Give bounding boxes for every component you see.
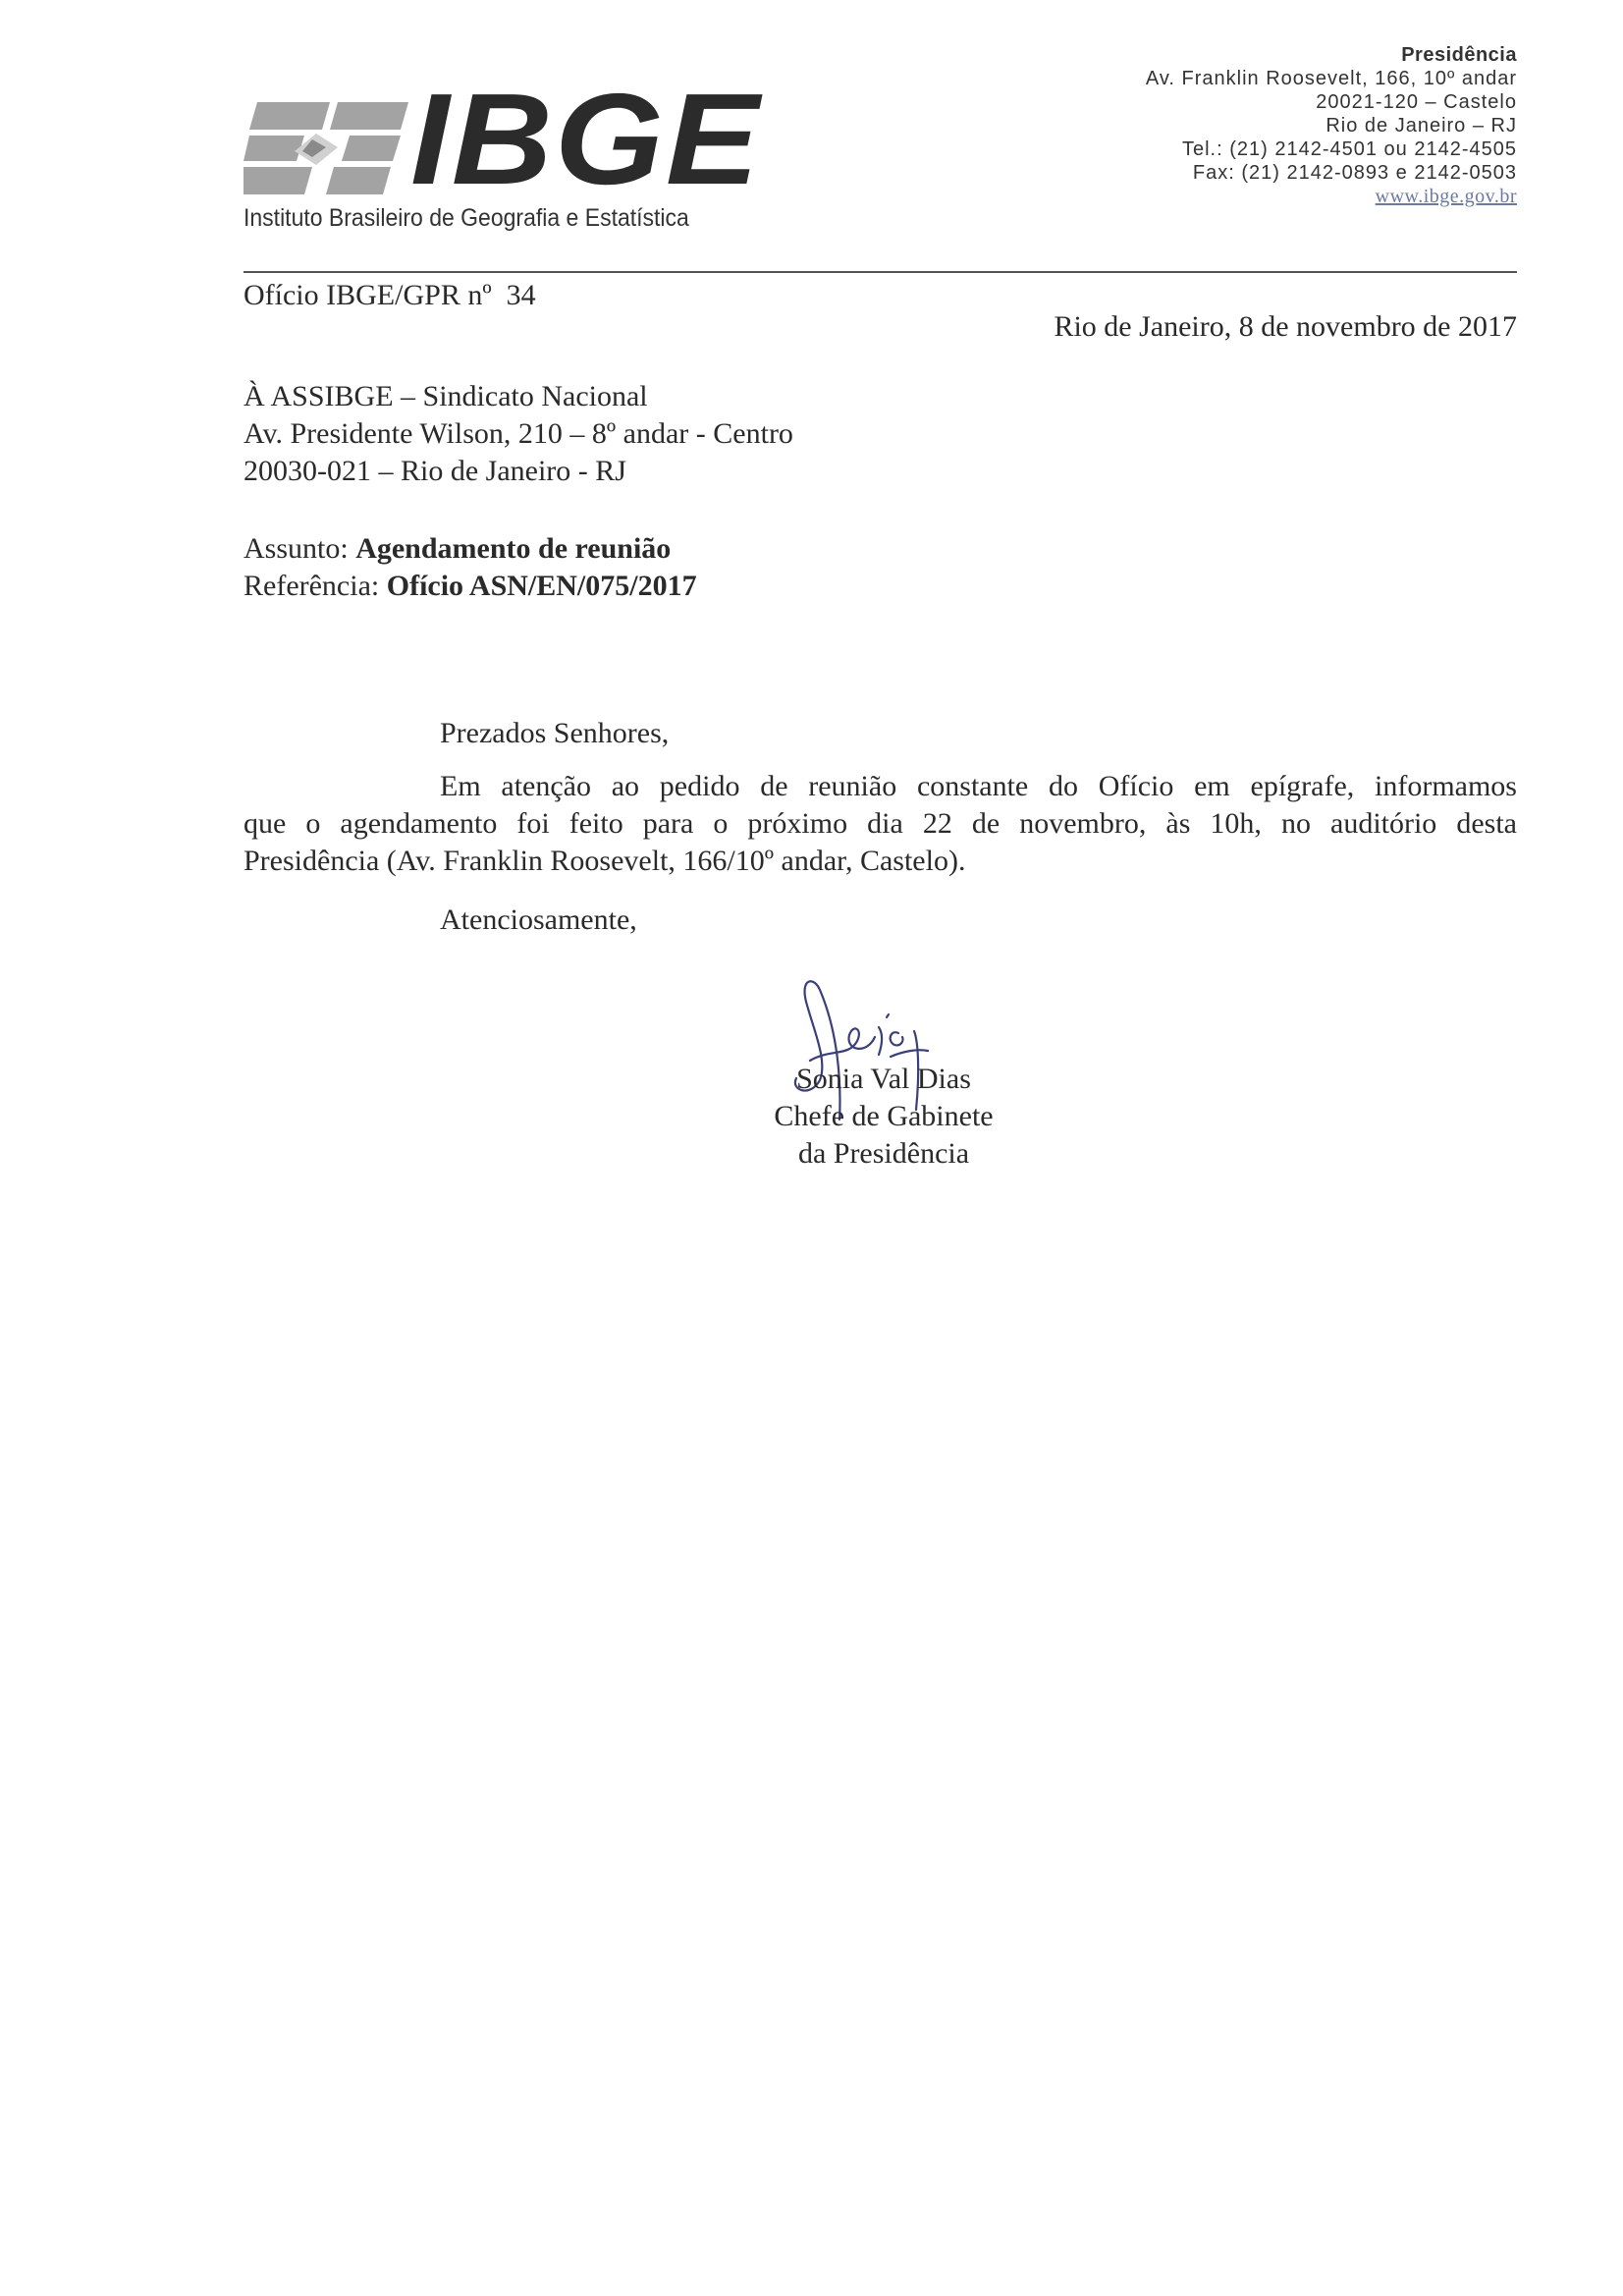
reference-label: Referência: bbox=[243, 570, 380, 602]
letterhead-address-line: Av. Franklin Roosevelt, 166, 10º andar bbox=[1145, 68, 1517, 89]
body-line: Presidência (Av. Franklin Roosevelt, 166/10º andar, Castelo). bbox=[243, 845, 966, 877]
letterhead-title: Presidência bbox=[1401, 44, 1517, 66]
place-date: Rio de Janeiro, 8 de novembro de 2017 bbox=[1054, 310, 1517, 343]
recipient-line: 20030-021 – Rio de Janeiro - RJ bbox=[243, 455, 626, 487]
reference-value: Ofício ASN/EN/075/2017 bbox=[386, 570, 697, 602]
signatory-block bbox=[727, 1061, 1041, 1173]
subject-value: Agendamento de reunião bbox=[355, 532, 672, 565]
letterhead-phone: Tel.: (21) 2142-4501 ou 2142-4505 bbox=[1181, 138, 1517, 160]
recipient-line: À ASSIBGE – Sindicato Nacional bbox=[243, 380, 648, 412]
ibge-logo bbox=[243, 67, 762, 232]
ibge-emblem-icon bbox=[243, 96, 410, 194]
greeting: Prezados Senhores, bbox=[440, 717, 670, 749]
body-paragraph bbox=[243, 768, 1517, 880]
subject-block bbox=[243, 530, 697, 605]
signatory-name: Sonia Val Dias bbox=[796, 1063, 971, 1095]
institution-name: Instituto Brasileiro de Geografia e Estatística bbox=[243, 204, 689, 232]
document-reference-prefix: Ofício IBGE/GPR nº bbox=[243, 279, 492, 311]
signatory-title: da Presidência bbox=[797, 1137, 970, 1170]
recipient-address bbox=[243, 378, 793, 490]
recipient-line: Av. Presidente Wilson, 210 – 8º andar - Centro bbox=[243, 417, 793, 450]
letterhead-fax: Fax: (21) 2142-0893 e 2142-0503 bbox=[1192, 162, 1517, 184]
subject-line bbox=[243, 530, 697, 568]
letterhead-website-link[interactable]: www.ibge.gov.br bbox=[1375, 186, 1517, 207]
document-reference bbox=[243, 277, 536, 314]
closing: Atenciosamente, bbox=[440, 903, 637, 936]
subject-label: Assunto: bbox=[243, 532, 349, 565]
letterhead-address bbox=[1146, 43, 1517, 208]
letterhead-address-line: 20021-120 – Castelo bbox=[1316, 91, 1517, 113]
document-reference-number: 34 bbox=[506, 279, 536, 311]
body-line: Em atenção ao pedido de reunião constante do Ofício em epígrafe, informamos bbox=[440, 770, 1517, 802]
letterhead-address-line: Rio de Janeiro – RJ bbox=[1325, 115, 1517, 137]
signatory-title: Chefe de Gabinete bbox=[774, 1100, 994, 1132]
header-divider bbox=[243, 271, 1517, 273]
body-line: que o agendamento foi feito para o próximo dia 22 de novembro, às 10h, no auditório desta bbox=[243, 807, 1517, 840]
reference-line bbox=[243, 568, 697, 605]
ibge-wordmark: IBGE bbox=[410, 67, 762, 211]
